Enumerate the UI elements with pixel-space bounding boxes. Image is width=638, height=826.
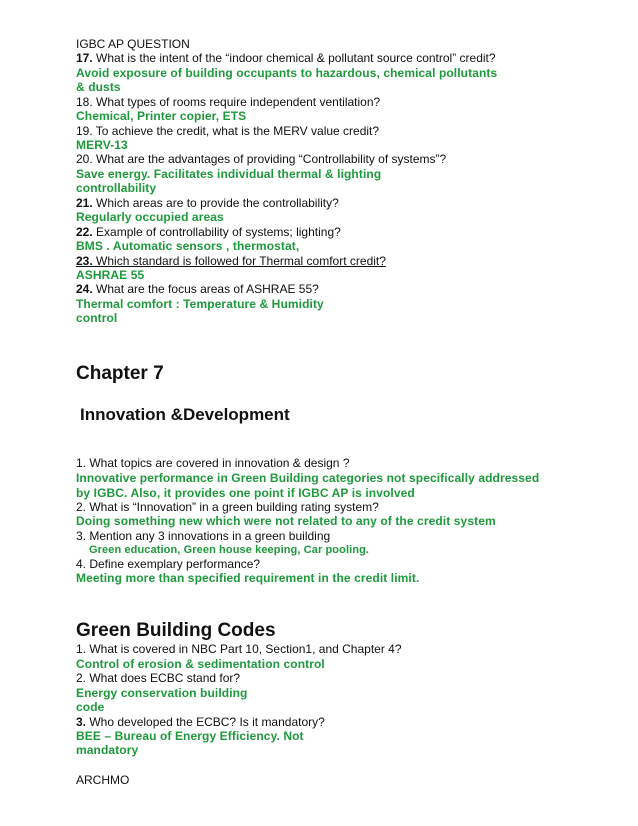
page-footer: ARCHMO (76, 773, 130, 787)
question-text: Which areas are to provide the controllability? (92, 196, 339, 210)
id-question-4: 4. Define exemplary performance? (76, 557, 261, 571)
codes-answer-2-line2: code (76, 700, 105, 714)
answer-24-line2: control (76, 311, 118, 325)
codes-question-2: 2. What does ECBC stand for? (76, 671, 241, 685)
answer-18: Chemical, Printer copier, ETS (76, 109, 247, 123)
question-19: 19. To achieve the credit, what is the MERV value credit? (76, 124, 380, 138)
question-text: Example of controllability of systems; lighting? (92, 225, 341, 239)
question-text: Which standard is followed for Thermal comfort credit? (92, 254, 386, 268)
answer-22: BMS . Automatic sensors , thermostat, (76, 239, 300, 253)
codes-title: Green Building Codes (76, 620, 276, 641)
page-header: IGBC AP QUESTION (76, 37, 190, 51)
codes-answer-3-line1: BEE – Bureau of Energy Efficiency. Not (76, 729, 304, 743)
question-number: 17. (76, 51, 93, 65)
answer-17-line2: & dusts (76, 80, 121, 94)
answer-19: MERV-13 (76, 138, 128, 152)
question-number: 23. (76, 254, 93, 268)
codes-answer-1: Control of erosion & sedimentation control (76, 657, 325, 671)
answer-21: Regularly occupied areas (76, 210, 224, 224)
question-22 (76, 225, 341, 239)
codes-question-1: 1. What is covered in NBC Part 10, Section1, and Chapter 4? (76, 642, 402, 656)
id-answer-4: Meeting more than specified requirement in the credit limit. (76, 571, 420, 585)
question-number: 24. (76, 282, 93, 296)
question-text: Who developed the ECBC? Is it mandatory? (86, 715, 325, 729)
id-answer-2: Doing something new which were not related to any of the credit system (76, 514, 496, 528)
question-21 (76, 196, 339, 210)
id-answer-1-line2: by IGBC. Also, it provides one point if IGBC AP is involved (76, 486, 415, 500)
id-question-3: 3. Mention any 3 innovations in a green building (76, 529, 331, 543)
question-number: 3. (76, 715, 87, 729)
question-number: 22. (76, 225, 93, 239)
chapter-subtitle: Innovation &Development (80, 405, 290, 424)
answer-24-line1: Thermal comfort : Temperature & Humidity (76, 297, 324, 311)
question-17 (76, 51, 496, 65)
question-text: What is the intent of the “indoor chemical & pollutant source control” credit? (92, 51, 496, 65)
id-answer-1-line1: Innovative performance in Green Building categories not specifically addressed (76, 471, 540, 485)
codes-answer-3-line2: mandatory (76, 743, 139, 757)
question-number: 21. (76, 196, 93, 210)
codes-answer-2-line1: Energy conservation building (76, 686, 248, 700)
chapter-title: Chapter 7 (76, 363, 164, 384)
question-24 (76, 282, 319, 296)
answer-23: ASHRAE 55 (76, 268, 145, 282)
id-question-2: 2. What is “Innovation” in a green building rating system? (76, 500, 379, 514)
id-answer-3: Green education, Green house keeping, Car pooling. (89, 544, 370, 556)
question-18: 18. What types of rooms require independent ventilation? (76, 95, 381, 109)
answer-17-line1: Avoid exposure of building occupants to hazardous, chemical pollutants (76, 66, 498, 80)
codes-question-3 (76, 715, 325, 729)
answer-20-line1: Save energy. Facilitates individual thermal & lighting (76, 167, 382, 181)
id-question-1: 1. What topics are covered in innovation & design ? (76, 456, 350, 470)
question-20: 20. What are the advantages of providing “Controllability of systems”? (76, 152, 447, 166)
answer-20-line2: controllability (76, 181, 157, 195)
question-23 (76, 254, 386, 268)
question-text: What are the focus areas of ASHRAE 55? (92, 282, 319, 296)
